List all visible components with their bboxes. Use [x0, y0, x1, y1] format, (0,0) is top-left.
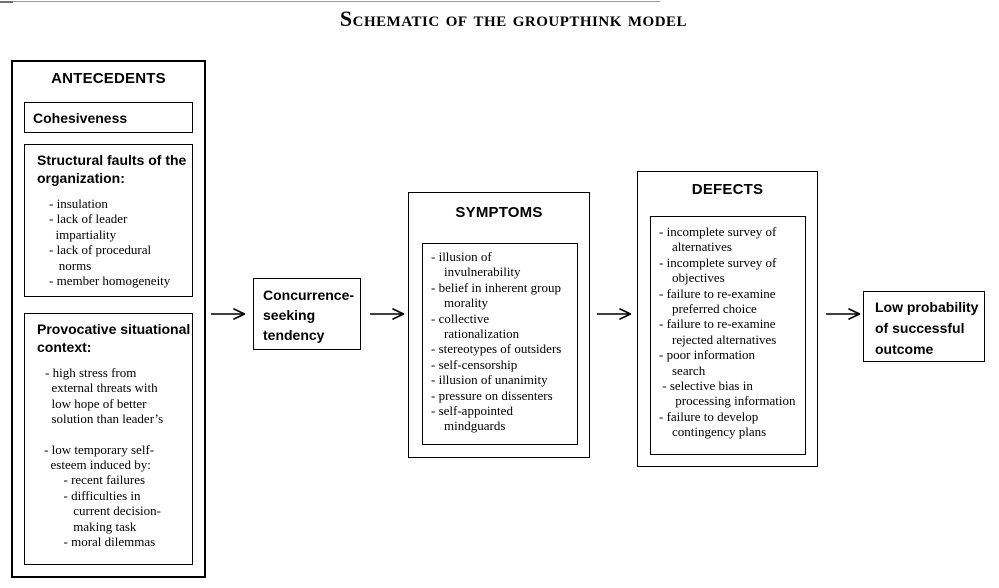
concurrence-seeking-label: Concurrence- seeking tendency [263, 287, 355, 343]
structural-faults-box [24, 144, 193, 297]
arrow-concurrence-to-symptoms-icon [369, 306, 405, 322]
list-item: - member homogeneity [49, 273, 171, 289]
list-item: - failure to re-examine preferred choice [659, 285, 776, 317]
list-item: - pressure on dissenters [431, 387, 553, 403]
top-edge-line [0, 1, 660, 2]
list-item: - belief in inherent group morality [431, 279, 561, 311]
defects-list-box [650, 216, 806, 455]
list-item: - high stress from external threats with low hope of better solution than leader’s [45, 365, 164, 427]
list-item: - lack of leader impartiality [49, 211, 128, 242]
defects-heading: DEFECTS [691, 181, 764, 198]
list-item: - illusion of unanimity [431, 372, 548, 388]
antecedents-panel [11, 60, 206, 578]
list-item: - poor information search [659, 347, 756, 378]
antecedents-heading: ANTECEDENTS [51, 70, 166, 87]
outcome-label: Low probability of successful outcome [875, 299, 979, 357]
symptoms-panel [408, 192, 590, 458]
list-item: - selective bias in processing information [662, 378, 796, 409]
provocative-context-box [24, 313, 193, 565]
cohesiveness-label: Cohesiveness [33, 110, 128, 126]
list-item: - collective rationalization [431, 310, 520, 342]
arrow-antecedents-to-concurrence-icon [210, 306, 246, 322]
symptoms-list [423, 249, 577, 434]
concurrence-seeking-box [253, 278, 361, 350]
cohesiveness-box [24, 102, 193, 133]
list-item: - insulation [49, 196, 108, 211]
list-item: - illusion of invulnerability [431, 249, 521, 280]
list-item: - incomplete survey of objectives [659, 254, 777, 286]
outcome-box [863, 291, 985, 362]
list-item: - low temporary self- esteem induced by: - recent failures - difficulties in current decision- making task - moral dilemmas [44, 441, 161, 550]
symptoms-list-box [422, 243, 578, 445]
structural-faults-list [25, 196, 192, 288]
defects-list [651, 224, 805, 440]
defects-panel [637, 171, 818, 467]
list-item: - failure to develop contingency plans [659, 408, 767, 440]
list-item: - stereotypes of outsiders [431, 341, 562, 357]
provocative-context-heading: Provocative situational context: [37, 321, 191, 355]
list-item: - self-censorship [431, 356, 518, 372]
list-item: - failure to re-examine rejected alternatives [659, 316, 777, 347]
arrow-defects-to-outcome-icon [825, 306, 861, 322]
structural-faults-heading: Structural faults of the organization: [37, 152, 187, 186]
top-edge-nub [0, 1, 13, 3]
diagram-title: Schematic of the groupthink model [339, 6, 688, 31]
list-item: - self-appointed mindguards [431, 403, 513, 434]
list-item: - lack of procedural norms [49, 242, 152, 273]
symptoms-heading: SYMPTOMS [455, 204, 543, 221]
list-item: - incomplete survey of alternatives [659, 224, 777, 255]
arrow-symptoms-to-defects-icon [596, 306, 632, 322]
